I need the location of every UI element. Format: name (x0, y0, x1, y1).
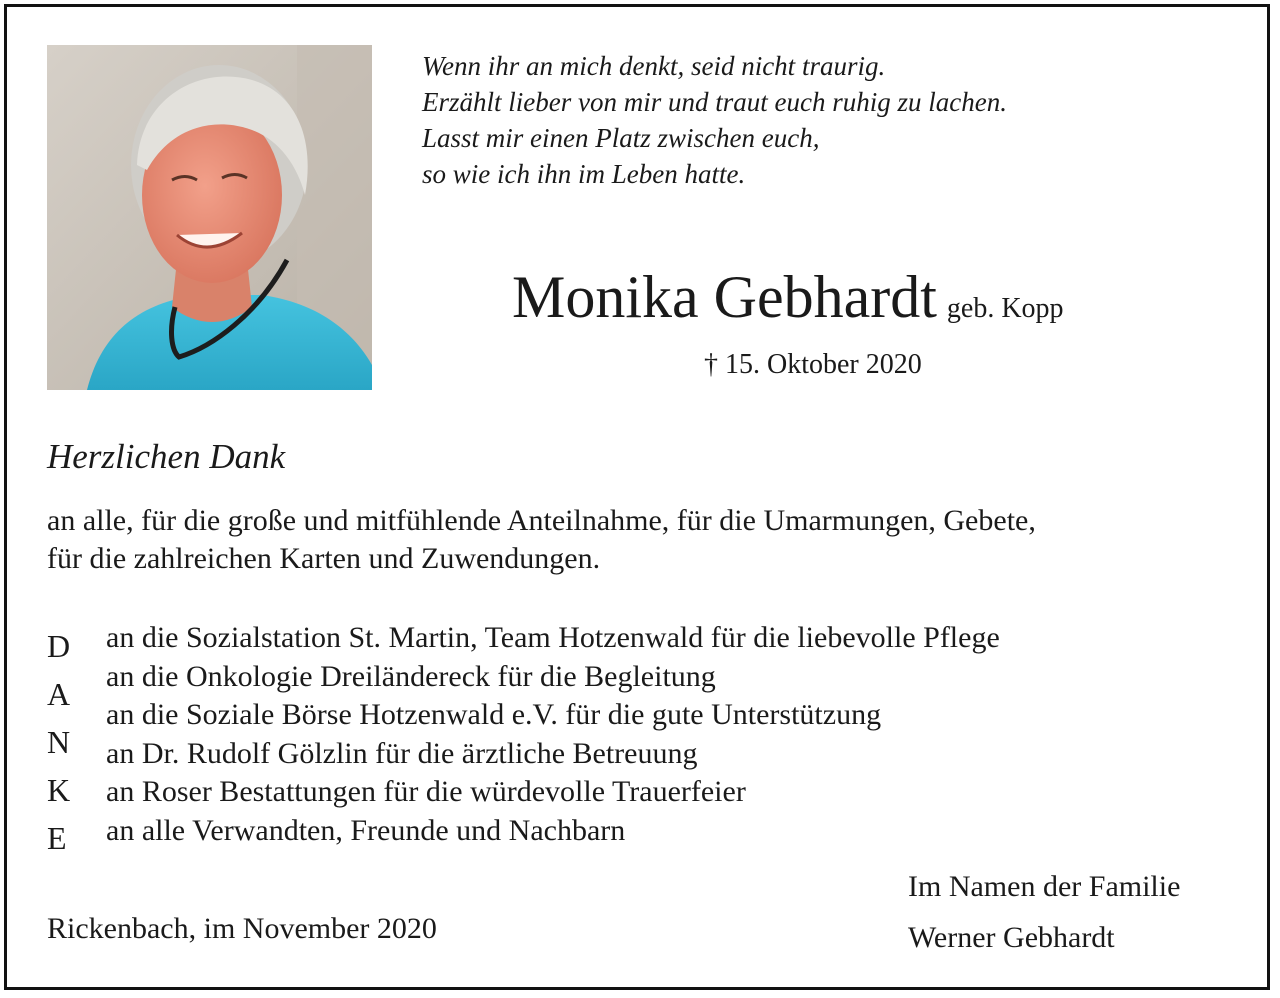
signatory-name: Werner Gebhardt (908, 921, 1115, 954)
family-sign-off (908, 861, 1180, 963)
poem-line: Erzählt lieber von mir und traut euch ruhig zu lachen. (422, 87, 1007, 117)
poem-line: Wenn ihr an mich denkt, seid nicht traurig. (422, 51, 886, 81)
list-item: an die Sozialstation St. Martin, Team Hotzenwald für die liebevolle Pflege (106, 621, 1000, 654)
maiden-name: geb. Kopp (946, 293, 1064, 324)
intro-line: an alle, für die große und mitfühlende Anteilnahme, für die Umarmungen, Gebete, (47, 504, 1036, 537)
poem-line: so wie ich ihn im Leben hatte. (422, 159, 746, 189)
danke-acrostic (47, 622, 70, 862)
list-item: an Roser Bestattungen für die würdevolle Trauerfeier (106, 775, 746, 808)
intro-line: für die zahlreichen Karten und Zuwendungen. (47, 542, 601, 575)
list-item: an die Onkologie Dreiländereck für die Begleitung (106, 659, 716, 693)
list-item: an die Soziale Börse Hotzenwald e.V. für die gute Unterstützung (106, 698, 882, 731)
danke-letter: K (47, 772, 71, 808)
memorial-poem (422, 48, 1007, 192)
place-date: Rickenbach, im November 2020 (47, 912, 437, 945)
list-item: an alle Verwandten, Freunde und Nachbarn (106, 813, 626, 847)
thanks-intro (47, 502, 1036, 578)
portrait-photo (47, 45, 372, 390)
poem-line: Lasst mir einen Platz zwischen euch, (422, 123, 820, 153)
danke-letter: A (47, 676, 71, 712)
deceased-name-line (512, 262, 1064, 332)
danke-list (106, 619, 1000, 850)
danke-letter: E (47, 820, 67, 856)
deceased-name: Monika Gebhardt (512, 264, 937, 330)
danke-letter: N (47, 724, 71, 760)
thanks-heading: Herzlichen Dank (47, 437, 286, 476)
danke-letter: D (47, 628, 71, 664)
on-behalf-text: Im Namen der Familie (908, 870, 1181, 903)
death-date: † 15. Oktober 2020 (704, 349, 922, 380)
list-item: an Dr. Rudolf Gölzlin für die ärztliche Betreuung (106, 736, 698, 770)
